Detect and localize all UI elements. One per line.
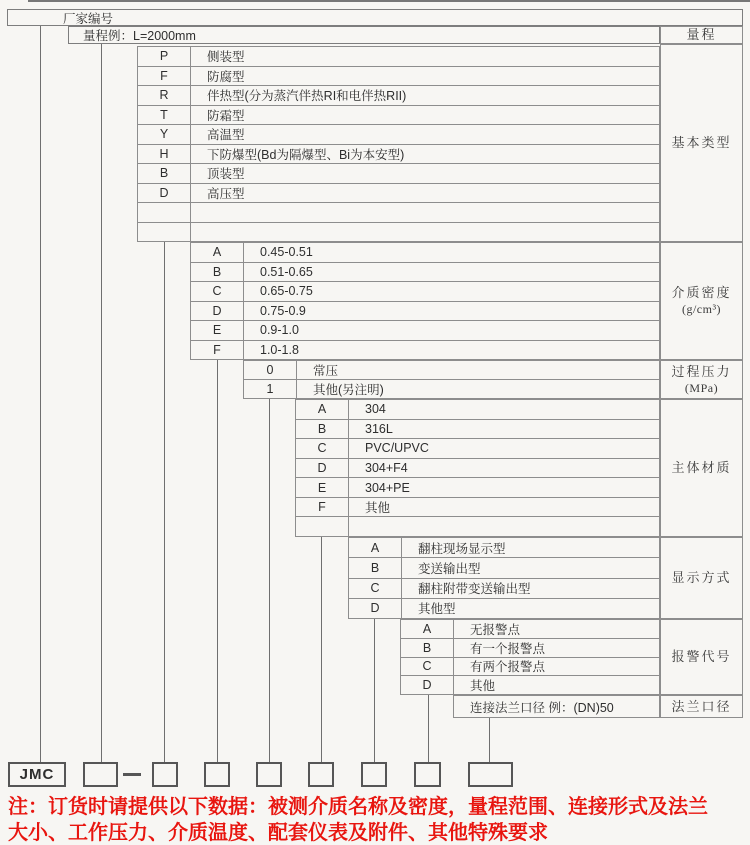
option-desc: 0.51-0.65 [260,264,313,279]
section-alarm-code [400,619,660,695]
side-label-medium-density [660,242,743,360]
option-row [244,380,659,398]
option-row [401,620,659,639]
connector-line [40,26,41,763]
option-row [349,579,659,599]
option-desc: 有两个报警点 [470,660,546,675]
option-desc: 连接法兰口径 例：(DN)50 [470,700,614,715]
range-example-row [68,26,660,44]
option-row [138,125,659,145]
option-desc: 1.0-1.8 [260,342,299,357]
option-code: F [138,67,191,86]
side-label-unit: (g/cm³) [681,302,722,316]
option-row [401,658,659,677]
option-row [191,282,659,302]
option-row [296,498,659,518]
option-desc: 常压 [313,364,339,378]
ordering-note-line1: 注：订货时请提供以下数据：被测介质名称及密度，量程范围、连接形式及法兰 [8,796,708,818]
option-desc: PVC/UPVC [365,441,429,456]
option-row [138,184,659,204]
option-code: 0 [244,361,297,379]
option-code: A [191,243,244,262]
option-desc: 0.9-1.0 [260,323,299,338]
option-code: H [138,145,191,164]
option-code: R [138,86,191,105]
option-row [138,145,659,165]
option-row [401,639,659,658]
option-code: B [349,558,402,577]
section-display-mode [348,537,660,619]
model-code-box-pressure [256,762,282,787]
option-code [138,223,191,242]
range-example-label: 量程例：L=2000mm [83,29,196,43]
option-desc: 下防爆型(Bd为隔爆型、Bi为本安型) [207,147,405,162]
option-desc: 防腐型 [207,69,245,84]
option-desc: 伴热型(分为蒸汽伴热RI和电伴热RII) [207,89,407,104]
option-desc: 0.45-0.51 [260,245,313,260]
ordering-note-line2: 大小、工作压力、介质温度、配套仪表及附件、其他特殊要求 [8,822,548,844]
range-side-label: 量程 [660,26,743,44]
model-code-box-flange [468,762,513,787]
option-row [296,459,659,479]
option-row [296,439,659,459]
option-code: B [296,420,349,439]
option-row [138,203,659,223]
option-desc: 304 [365,402,386,417]
side-label-text: 报警代号 [671,649,732,664]
option-code: B [401,639,454,657]
option-row [401,676,659,694]
option-code: E [191,321,244,340]
option-row [191,321,659,341]
option-row [191,302,659,322]
option-desc: 防霜型 [207,108,245,123]
option-desc: 其他(另注明) [313,383,384,397]
option-code: E [296,478,349,497]
ordering-note [8,794,750,845]
option-desc: 高压型 [207,186,245,201]
option-row [349,558,659,578]
side-label-display-mode [660,537,743,619]
option-code: A [401,620,454,638]
option-desc: 0.65-0.75 [260,284,313,299]
option-desc: 顶装型 [207,167,245,182]
side-label-basic-type [660,44,743,242]
side-label-body-material [660,399,743,537]
option-row [349,538,659,558]
option-row [138,47,659,67]
option-desc: 侧装型 [207,50,245,65]
option-row [191,341,659,360]
option-row [138,164,659,184]
option-desc: 变送输出型 [418,561,481,576]
option-row [138,223,659,242]
option-row [349,599,659,618]
connector-line [374,619,375,763]
option-desc: 304+F4 [365,461,408,476]
side-label-unit: (MPa) [684,380,719,395]
option-code: B [138,164,191,183]
option-code: B [191,263,244,282]
option-row [138,106,659,126]
option-desc: 316L [365,421,393,436]
option-code: A [349,538,402,557]
option-row [296,400,659,420]
model-code-box-density [204,762,230,787]
option-row [191,263,659,283]
side-label-alarm-code [660,619,743,695]
section-basic-type [137,46,660,242]
option-code [138,203,191,222]
side-label-flange-size [660,695,743,718]
option-desc: 无报警点 [470,622,521,637]
model-code-box-type [152,762,178,787]
option-desc: 有一个报警点 [470,641,546,656]
option-row [454,696,659,717]
connector-line [269,399,270,763]
option-code: D [296,459,349,478]
option-code: C [349,579,402,598]
connector-line [101,44,102,763]
connector-line [489,718,490,763]
option-code: Y [138,125,191,144]
option-row [191,243,659,263]
option-row [296,517,659,536]
side-label-text: 过程压力 [671,363,732,379]
option-code: F [296,498,349,517]
connector-line [217,360,218,763]
side-label-text: 主体材质 [671,460,732,475]
section-medium-density [190,242,660,360]
factory-number-label: 厂家编号 [63,11,114,26]
option-code: T [138,106,191,125]
connector-line [164,242,165,763]
option-desc: 翻柱附带变送输出型 [418,582,531,597]
option-row [138,67,659,87]
option-desc: 304+PE [365,480,410,495]
section-body-material [295,399,660,537]
option-desc: 其他型 [418,602,456,617]
option-code: A [296,400,349,419]
model-dash [123,773,141,776]
option-desc: 翻柱现场显示型 [418,541,506,556]
option-row [296,478,659,498]
connector-line [321,537,322,763]
option-desc [349,517,659,536]
option-row [296,420,659,440]
model-code-box-alarm [414,762,441,787]
factory-number-row [7,9,743,26]
model-code-box-material [308,762,334,787]
model-code-box-range [83,762,118,787]
option-desc: 高温型 [207,128,245,143]
section-process-pressure [243,360,660,399]
option-desc: 其他 [365,501,391,516]
connector-line [428,695,429,763]
option-desc: 0.75-0.9 [260,303,306,318]
section-flange-size [453,695,660,718]
option-code: C [296,439,349,458]
model-code-box-display [361,762,387,787]
option-code: D [191,302,244,321]
option-desc: 其他 [470,679,496,694]
option-row [244,361,659,380]
option-code: D [401,676,454,694]
option-code: D [349,599,402,618]
option-code: C [401,658,454,676]
option-desc [191,203,659,222]
side-label-process-pressure [660,360,743,399]
option-row [138,86,659,106]
side-label-text: 显示方式 [671,570,732,585]
top-border-line [28,0,750,2]
option-code: C [191,282,244,301]
option-code [296,517,349,536]
side-label-text: 基本类型 [671,135,732,150]
option-code: D [138,184,191,203]
option-code: P [138,47,191,66]
side-label-text: 介质密度 [671,285,732,300]
option-desc [191,223,659,242]
model-prefix-box: JMC [8,762,66,787]
side-label-text: 法兰口径 [671,698,732,714]
option-code: 1 [244,380,297,398]
option-code: F [191,341,244,360]
